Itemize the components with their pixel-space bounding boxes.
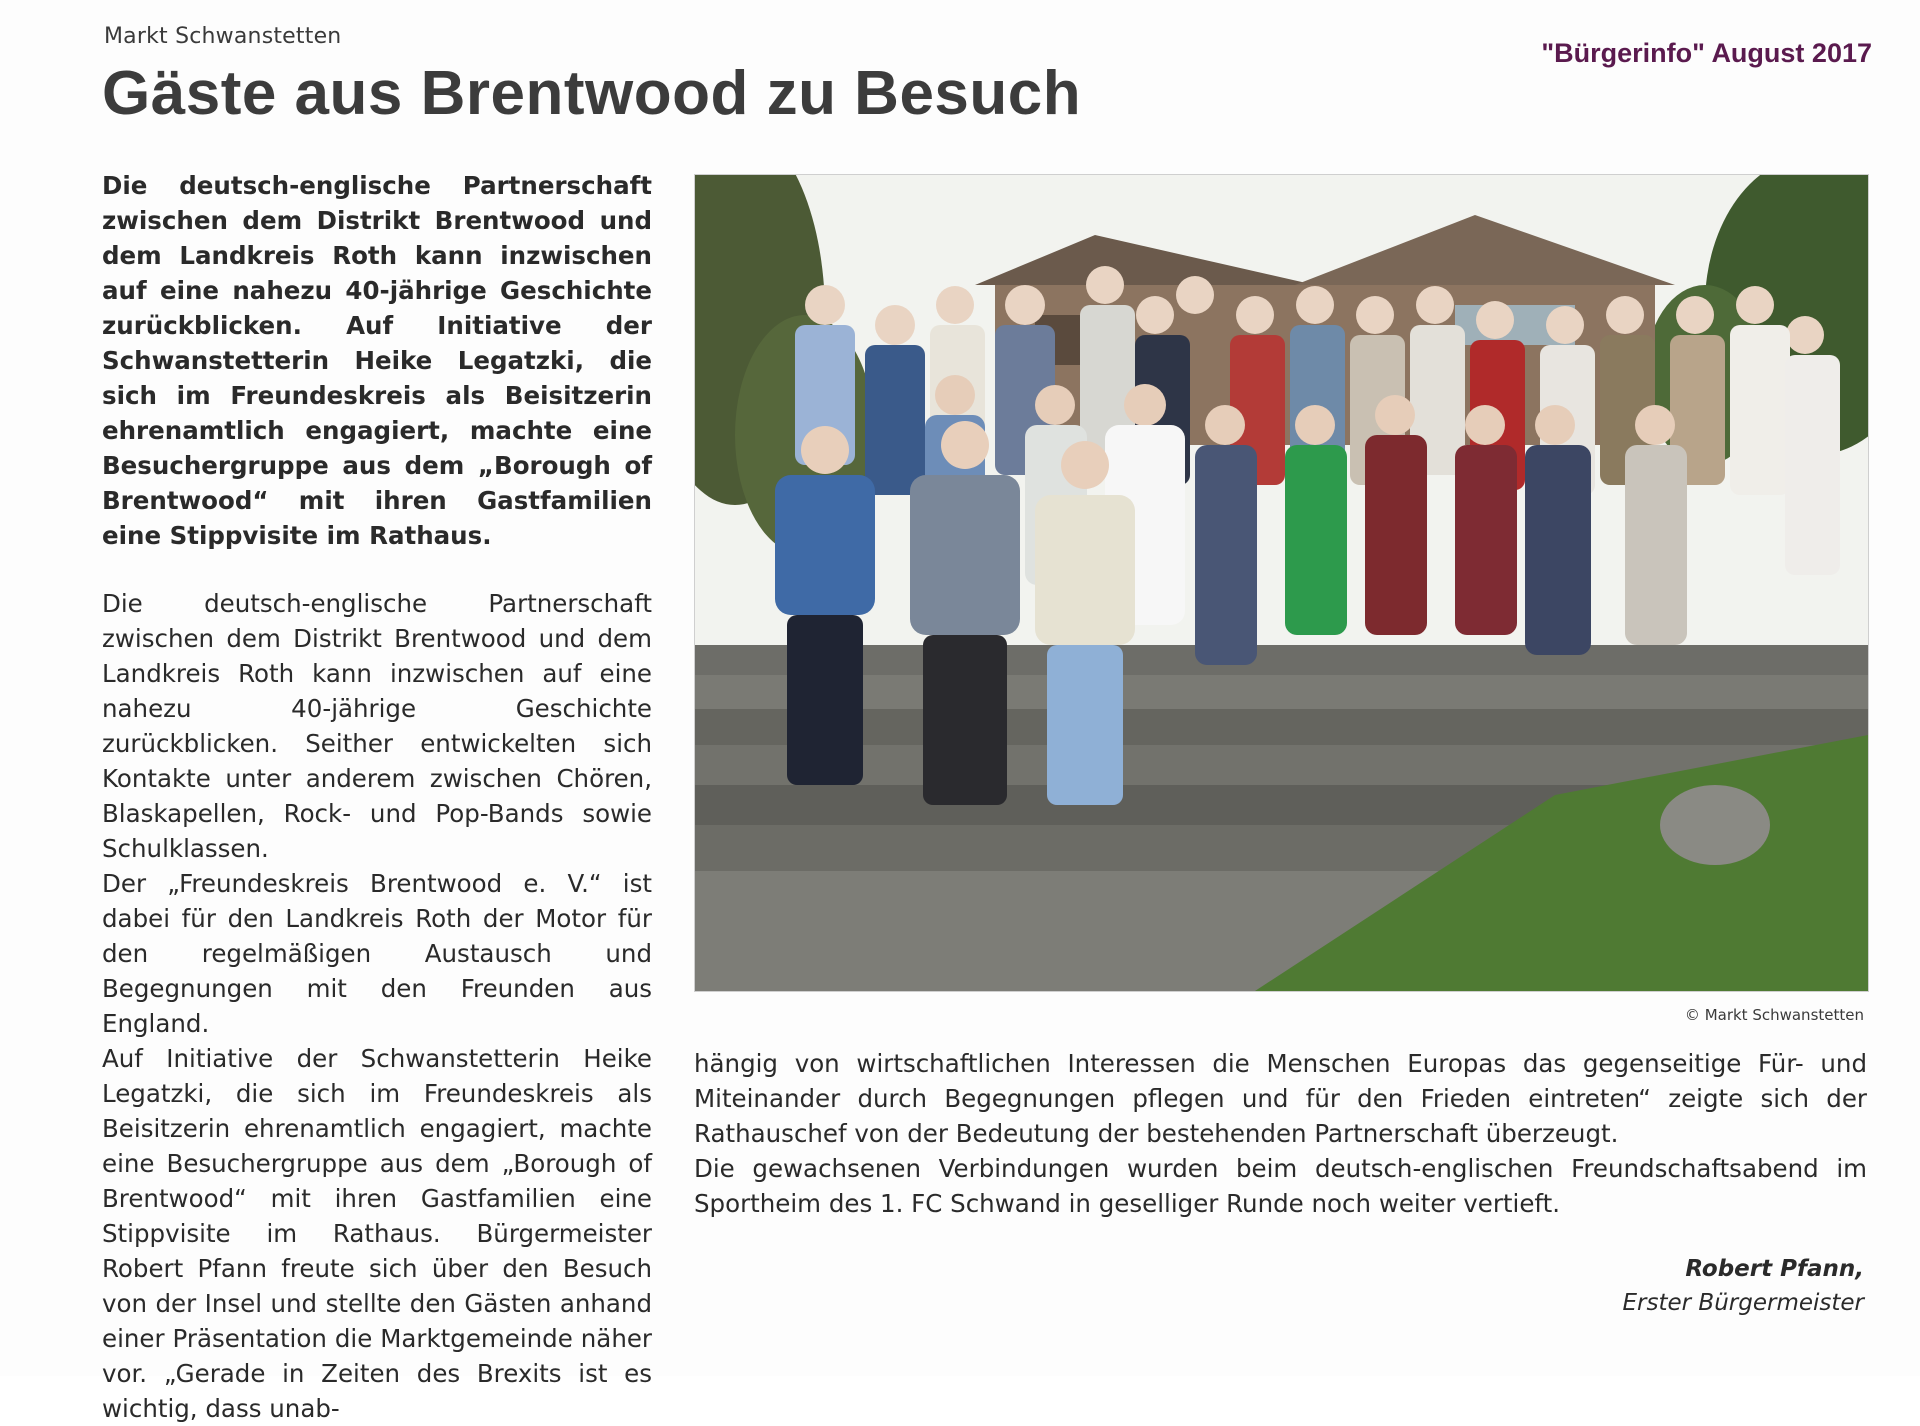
signature-name: Robert Pfann, <box>1685 1256 1864 1282</box>
section-kicker: Markt Schwanstetten <box>104 24 342 49</box>
body-paragraph: Die deutsch-englische Partnerschaft zwischen dem Distrikt Brentwood und dem Landkreis Roth kann inzwischen auf eine nahezu 40-jährige Geschichte zurückblicken. Seither entwickelten sich Kontakte unter anderem zwischen Chören, Blaskapellen, Rock- und Pop-Bands sowie Schulklassen. <box>102 589 652 863</box>
group-photo <box>694 174 1869 992</box>
lead-paragraph: Die deutsch-englische Partnerschaft zwischen dem Distrikt Brentwood und dem Landkreis Roth kann inzwischen auf eine nahezu 40-jährige Geschichte zurückblicken. Auf Initiative der Schwanstetterin Heike Legatzki, die sich im Freundeskreis als Beisitzerin ehrenamtlich engagiert, machte eine Besuchergruppe aus dem „Borough of Brentwood“ mit ihren Gastfamilien eine Stippvisite im Rathaus. <box>102 171 652 550</box>
body-column-left <box>102 586 652 1426</box>
headline: Gäste aus Brentwood zu Besuch <box>102 59 1082 128</box>
photo-credit: © Markt Schwanstetten <box>1684 1006 1864 1024</box>
body-paragraph: Die gewachsenen Verbindungen wurden beim deutsch-englischen Freundschaftsabend im Sportheim des 1. FC Schwand in geselliger Runde noch weiter vertieft. <box>694 1154 1867 1218</box>
body-column-right <box>694 1046 1867 1221</box>
body-paragraph: Der „Freundeskreis Brentwood e. V.“ ist dabei für den Landkreis Roth der Motor für den regelmäßigen Austausch und Begegnungen mit den Freunden aus England. <box>102 869 652 1038</box>
group-photo-illustration <box>695 175 1868 991</box>
body-paragraph: hängig von wirtschaftlichen Interessen die Menschen Europas das gegenseitige Für- und Miteinander durch Begegnungen pflegen und für den Frieden eintreten“ zeigte sich der Rathauschef von der Bedeutung der bestehenden Partnerschaft überzeugt. <box>694 1049 1867 1148</box>
signature-title: Erster Bürgermeister <box>1622 1290 1864 1316</box>
issue-label: "Bürgerinfo" August 2017 <box>1541 38 1872 68</box>
body-paragraph: Auf Initiative der Schwanstetterin Heike Legatzki, die sich im Freundeskreis als Beisitzerin ehrenamtlich engagiert, machte eine Besuchergruppe aus dem „Borough of Brentwood“ mit ihren Gastfamilien eine Stippvisite im Rathaus. Bürgermeister Robert Pfann freute sich über den Besuch von der Insel und stellte den Gästen anhand einer Präsentation die Marktgemeinde näher vor. „Gerade in Zeiten des Brexits ist es wichtig, dass unab- <box>102 1044 652 1423</box>
